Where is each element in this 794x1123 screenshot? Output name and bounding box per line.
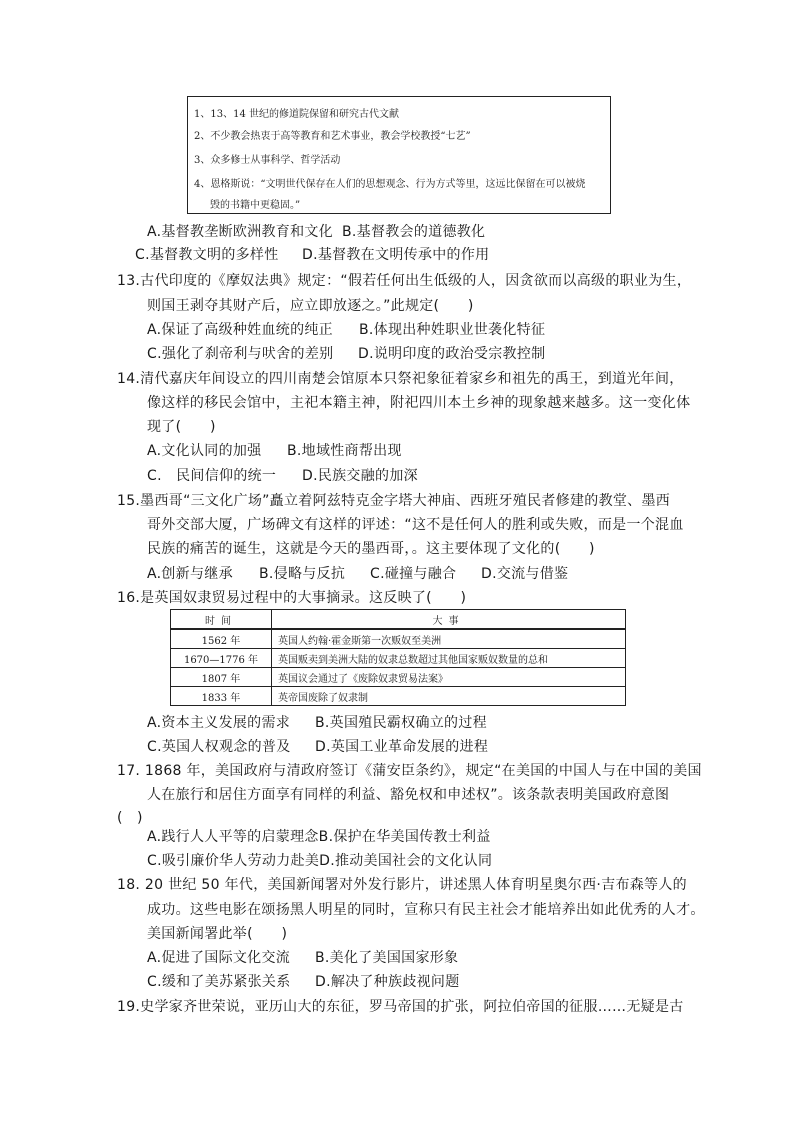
q17-options-cd[interactable]: C.吸引廉价华人劳动力赴美D.推动美国社会的文化认同 xyxy=(147,853,493,869)
q14-option-a[interactable]: A.文化认同的加强 xyxy=(147,443,262,459)
q17-stem-line-2: 人在旅行和居住方面享有同样的利益、豁免权和申述权”。该条款表明美国政府意图 xyxy=(147,787,670,803)
q14-option-c[interactable]: C. 民间信仰的统一 xyxy=(147,468,277,484)
slave-trade-table xyxy=(170,609,626,706)
q12-option-a[interactable]: A.基督教垄断欧洲教育和文化 xyxy=(147,224,333,240)
table-cell-event: 英帝国废除了奴隶制 xyxy=(272,687,626,706)
q18-stem-line-2: 成功。这些电影在颂扬黑人明星的同时，宣称只有民主社会才能培养出如此优秀的人才。 xyxy=(147,902,705,918)
q18-option-d[interactable]: D.解决了种族歧视问题 xyxy=(315,974,460,990)
q13-option-c[interactable]: C.强化了刹帝利与吠舍的差别 xyxy=(147,346,334,362)
quote-line-4: 4、恩格斯说：“文明世代保存在人们的思想观念、行为方式等里，这远比保留在可以被烧 xyxy=(194,179,586,190)
q14-stem-line-3: 现了( ) xyxy=(147,419,216,435)
q14-stem-line-2: 像这样的移民会馆中，主祀本籍主神，附祀四川本土乡神的现象越来越多。这一变化体 xyxy=(147,395,691,411)
table-cell-event: 英国人约翰·霍金斯第一次贩奴至美洲 xyxy=(272,629,626,649)
q16-stem: 16.是英国奴隶贸易过程中的大事摘录。这反映了( ) xyxy=(117,590,467,606)
q14-stem-line-1: 14.清代嘉庆年间设立的四川南楚会馆原本只祭祀象征着家乡和祖先的禹王，到道光年间， xyxy=(117,371,684,387)
q14-option-b[interactable]: B.地域性商帮出现 xyxy=(287,443,402,459)
quote-line-3: 3、众多修士从事科学、哲学活动 xyxy=(194,155,341,166)
table-cell-time: 1670—1776 年 xyxy=(171,649,272,668)
table-header-row xyxy=(171,610,626,630)
quote-line-2: 2、不少教会热衷于高等教育和艺术事业，教会学校教授“七艺” xyxy=(194,131,471,142)
q13-option-a[interactable]: A.保证了高级种姓血统的纯正 xyxy=(147,322,333,338)
table-cell-event: 英国议会通过了《废除奴隶贸易法案》 xyxy=(272,668,626,687)
q12-option-d[interactable]: D.基督教在文明传承中的作用 xyxy=(302,247,490,263)
q18-option-a[interactable]: A.促进了国际文化交流 xyxy=(147,950,291,966)
table-row xyxy=(171,649,626,668)
table-header-event: 大事 xyxy=(272,610,626,630)
table-header-time: 时间 xyxy=(171,610,272,630)
q17-stem-line-1: 17. 1868 年，美国政府与清政府签订《蒲安臣条约》，规定“在美国的中国人与在中国的美国 xyxy=(117,763,702,779)
q15-option-d[interactable]: D.交流与借鉴 xyxy=(481,566,569,582)
q19-stem-line-1: 19.史学家齐世荣说，亚历山大的东征，罗马帝国的扩张，阿拉伯帝国的征服……无疑是古 xyxy=(117,999,684,1015)
table-row xyxy=(171,687,626,706)
q13-stem-line-2: 则国王剥夺其财产后，应立即放逐之。”此规定( ) xyxy=(147,298,474,314)
q17-stem-line-3: ( ) xyxy=(117,810,143,826)
q18-option-b[interactable]: B.美化了美国国家形象 xyxy=(315,950,459,966)
q18-option-c[interactable]: C.缓和了美苏紧张关系 xyxy=(147,974,291,990)
q18-stem-line-1: 18. 20 世纪 50 年代，美国新闻署对外发行影片，讲述黑人体育明星奥尔西·吉布森等人的 xyxy=(117,877,687,893)
q16-option-c[interactable]: C.英国人权观念的普及 xyxy=(147,739,291,755)
q18-stem-line-3: 美国新闻署此举( ) xyxy=(147,926,288,942)
table-row xyxy=(171,629,626,649)
table-row xyxy=(171,668,626,687)
table-cell-event: 英国贩卖到美洲大陆的奴隶总数超过其他国家贩奴数量的总和 xyxy=(272,649,626,668)
q15-stem-line-3: 民族的痛苦的诞生，这就是今天的墨西哥，。这主要体现了文化的( ) xyxy=(147,541,595,557)
quote-box xyxy=(187,96,611,214)
table-cell-time: 1833 年 xyxy=(171,687,272,706)
q14-option-d[interactable]: D.民族交融的加深 xyxy=(302,468,418,484)
q15-option-c[interactable]: C.碰撞与融合 xyxy=(370,566,457,582)
q15-option-b[interactable]: B.侵略与反抗 xyxy=(259,566,346,582)
q16-option-b[interactable]: B.英国殖民霸权确立的过程 xyxy=(315,715,487,731)
q13-option-b[interactable]: B.体现出种姓职业世袭化特征 xyxy=(359,322,546,338)
q16-option-d[interactable]: D.英国工业革命发展的进程 xyxy=(315,739,489,755)
q15-stem-line-1: 15.墨西哥“三文化广场”矗立着阿兹特克金字塔大神庙、西班牙殖民者修建的教堂、墨西 xyxy=(117,493,671,509)
q12-option-b[interactable]: B.基督教会的道德教化 xyxy=(342,224,486,240)
q13-option-d[interactable]: D.说明印度的政治受宗教控制 xyxy=(358,346,546,362)
q15-option-a[interactable]: A.创新与继承 xyxy=(147,566,233,582)
q12-option-c[interactable]: C.基督教文明的多样性 xyxy=(135,247,279,263)
q17-options-ab[interactable]: A.践行人人平等的启蒙理念B.保护在华美国传教士利益 xyxy=(147,829,491,845)
q16-option-a[interactable]: A.资本主义发展的需求 xyxy=(147,715,291,731)
quote-line-1: 1、13、14 世纪的修道院保留和研究古代文献 xyxy=(194,109,399,120)
q13-stem-line-1: 13.古代印度的《摩奴法典》规定：“假若任何出生低级的人，因贪欲而以高级的职业为生， xyxy=(117,273,692,289)
q15-stem-line-2: 哥外交部大厦，广场碑文有这样的评述：“这不是任何人的胜利或失败，而是一个混血 xyxy=(147,517,684,533)
table-cell-time: 1562 年 xyxy=(171,629,272,649)
table-cell-time: 1807 年 xyxy=(171,668,272,687)
quote-line-5: 毁的书籍中更稳固。” xyxy=(210,200,301,211)
